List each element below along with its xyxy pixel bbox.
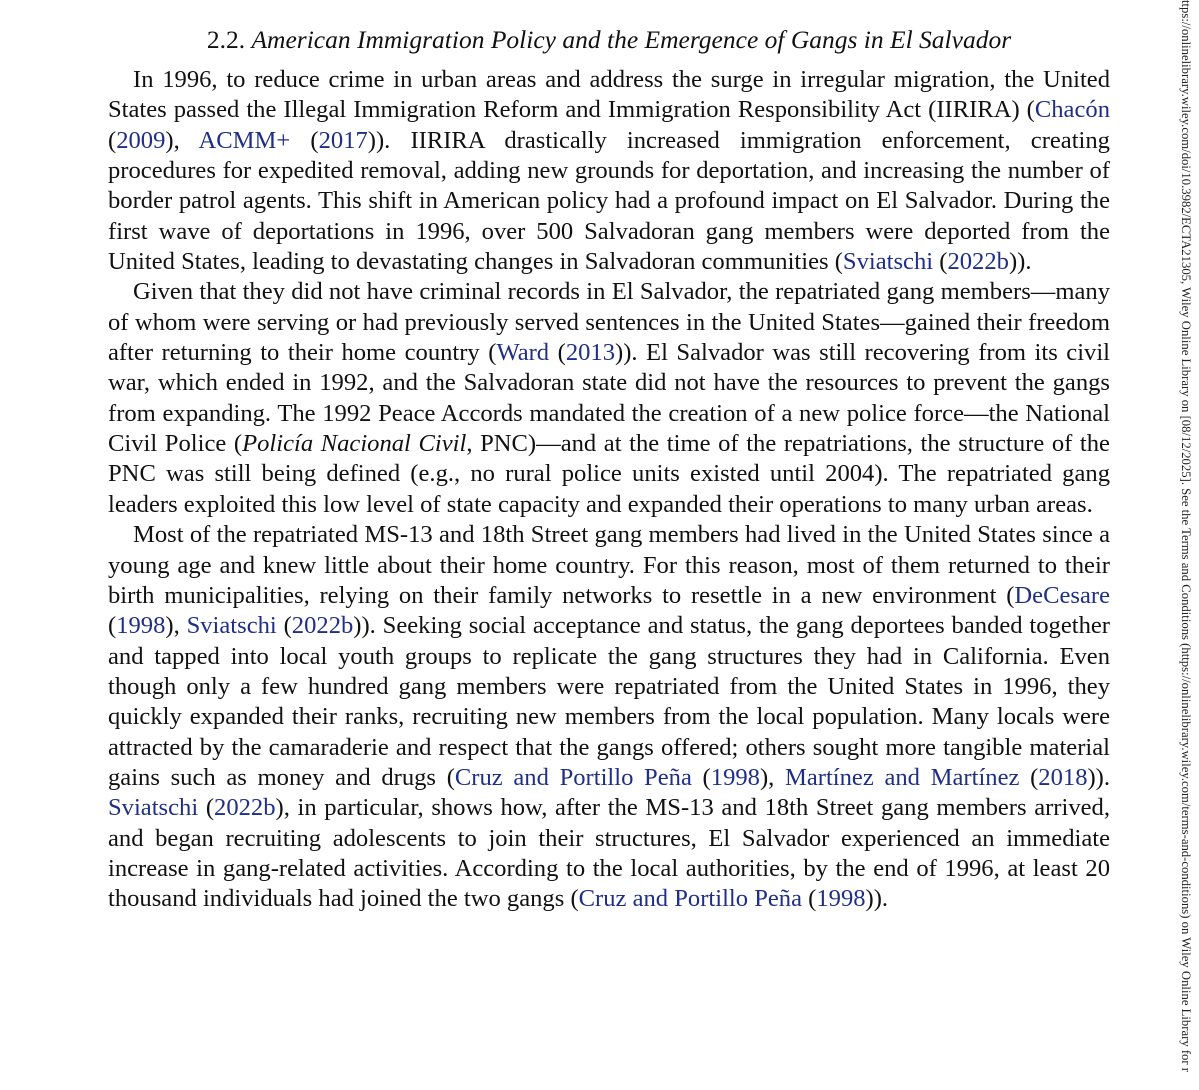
text-run: In 1996, to reduce crime in urban areas and address the surge in irregular migration, the United States passed the Illegal Immigration Reform and Immigration Responsibility Act (IIRIRA) ( bbox=[108, 66, 1110, 124]
text-run: ( bbox=[933, 248, 948, 276]
citation-link[interactable]: 1998 bbox=[816, 885, 866, 913]
text-run: ), in particular, shows how, after the MS-13 and 18th Street gang members arrived, and began recruiting adolescents to join their structures, El Salvador experienced an immediate increase in gang-related activities. According to the local authorities, by the end of 1996, at least 20 thousand individuals had joined the two gangs ( bbox=[108, 794, 1110, 913]
citation-link[interactable]: 2018 bbox=[1038, 763, 1088, 791]
text-run: ( bbox=[108, 612, 117, 640]
text-run: )). IIRIRA drastically increased immigration enforcement, creating procedures for expedited removal, adding new grounds for deportation, and increasing the number of border patrol agents. This shift in American policy had a profound impact on El Salvador. During the first wave of deportations in 1996, over 500 Salvadoran gang members were deported from the United States, leading to devastating changes in Salvadoran communities ( bbox=[108, 126, 1110, 276]
article-body bbox=[108, 22, 1110, 915]
text-run: ), bbox=[165, 126, 199, 154]
italic-term: Policía Nacional Civil bbox=[242, 430, 467, 458]
text-run: ( bbox=[802, 885, 817, 913]
paragraph bbox=[108, 520, 1110, 914]
download-watermark-sidebar bbox=[1163, 0, 1199, 1090]
text-run: )). bbox=[1008, 248, 1032, 276]
citation-link[interactable]: Cruz and Portillo Peña bbox=[454, 763, 692, 791]
text-run: ( bbox=[276, 612, 292, 640]
section-number: 2.2. bbox=[206, 25, 246, 54]
text-run: ( bbox=[1019, 763, 1039, 791]
text-run: ( bbox=[691, 763, 711, 791]
paragraph bbox=[108, 277, 1110, 520]
citation-link[interactable]: ACMM+ bbox=[198, 126, 291, 154]
text-run: Given that they did not have criminal records in El Salvador, the repatriated gang members—many of whom were serving or had previously served sentences in the United States—gained their freedom after returning to their home country ( bbox=[108, 278, 1110, 367]
citation-link[interactable]: Sviatschi bbox=[842, 248, 934, 276]
citation-link[interactable]: 2013 bbox=[565, 339, 616, 367]
citation-link[interactable]: Sviatschi bbox=[186, 612, 277, 640]
citation-link[interactable]: Cruz and Portillo Peña bbox=[578, 885, 803, 913]
text-run: )). Seeking social acceptance and status, the gang deportees banded together and tapped into local youth groups to replicate the gang structures they had in California. Even though only a few hundred gang members were repatriated from the United States in 1996, they quickly expanded their ranks, recruiting new members from the local population. Many locals were attracted by the camaraderie and respect that the gangs offered; others sought more tangible material gains such as money and drugs ( bbox=[108, 612, 1110, 791]
citation-link[interactable]: 2022b bbox=[291, 612, 354, 640]
citation-link[interactable]: Martínez and Martínez bbox=[784, 763, 1020, 791]
text-run: )). bbox=[865, 885, 889, 913]
text-run: )). bbox=[1087, 763, 1111, 791]
citation-link[interactable]: 2009 bbox=[116, 126, 166, 154]
citation-link[interactable]: 1998 bbox=[116, 612, 166, 640]
text-run: ( bbox=[290, 126, 319, 154]
citation-link[interactable]: 1998 bbox=[710, 763, 760, 791]
citation-link[interactable]: 2017 bbox=[318, 126, 368, 154]
text-run: , PNC)—and at the time of the repatriations, the structure of the PNC was still being defined (e.g., no rural police units existed until 2004). The repatriated gang leaders exploited this low level of state capacity and expanded their operations to many urban areas. bbox=[108, 430, 1110, 518]
text-run: Most of the repatriated MS-13 and 18th Street gang members had lived in the United States since a young age and knew little about their home country. For this reason, most of them returned to their birth municipalities, relying on their family networks to resettle in a new environment ( bbox=[108, 521, 1110, 609]
citation-link[interactable]: 2022b bbox=[214, 794, 276, 822]
download-notice-text: ttps://onlinelibrary.wiley.com/doi/10.3982/ECTA21305, Wiley Online Library on [08/12/2025]. See the Terms and Conditions (https://onlinelibrary.wiley.com/terms-and-conditions) on Wiley Online Library for r bbox=[1179, 0, 1193, 1073]
citation-link[interactable]: Ward bbox=[496, 339, 550, 367]
section-title: American Immigration Policy and the Emergence of Gangs in El Salvador bbox=[251, 25, 1012, 54]
text-run: ( bbox=[108, 126, 117, 154]
text-run: ( bbox=[198, 794, 215, 822]
citation-link[interactable]: DeCesare bbox=[1014, 581, 1110, 609]
text-run: ), bbox=[165, 612, 187, 640]
citation-link[interactable]: Chacón bbox=[1034, 96, 1110, 124]
section-heading bbox=[108, 22, 1110, 58]
text-run: )). El Salvador was still recovering from its civil war, which ended in 1992, and the Salvadoran state did not have the resources to prevent the gangs from expanding. The 1992 Peace Accords mandated the creation of a new police force—the National Civil Police ( bbox=[108, 339, 1110, 458]
citation-link[interactable]: Sviatschi bbox=[108, 794, 199, 822]
text-run: ), bbox=[759, 763, 785, 791]
text-run: ( bbox=[549, 339, 566, 367]
citation-link[interactable]: 2022b bbox=[947, 248, 1009, 276]
paragraph bbox=[108, 65, 1110, 277]
